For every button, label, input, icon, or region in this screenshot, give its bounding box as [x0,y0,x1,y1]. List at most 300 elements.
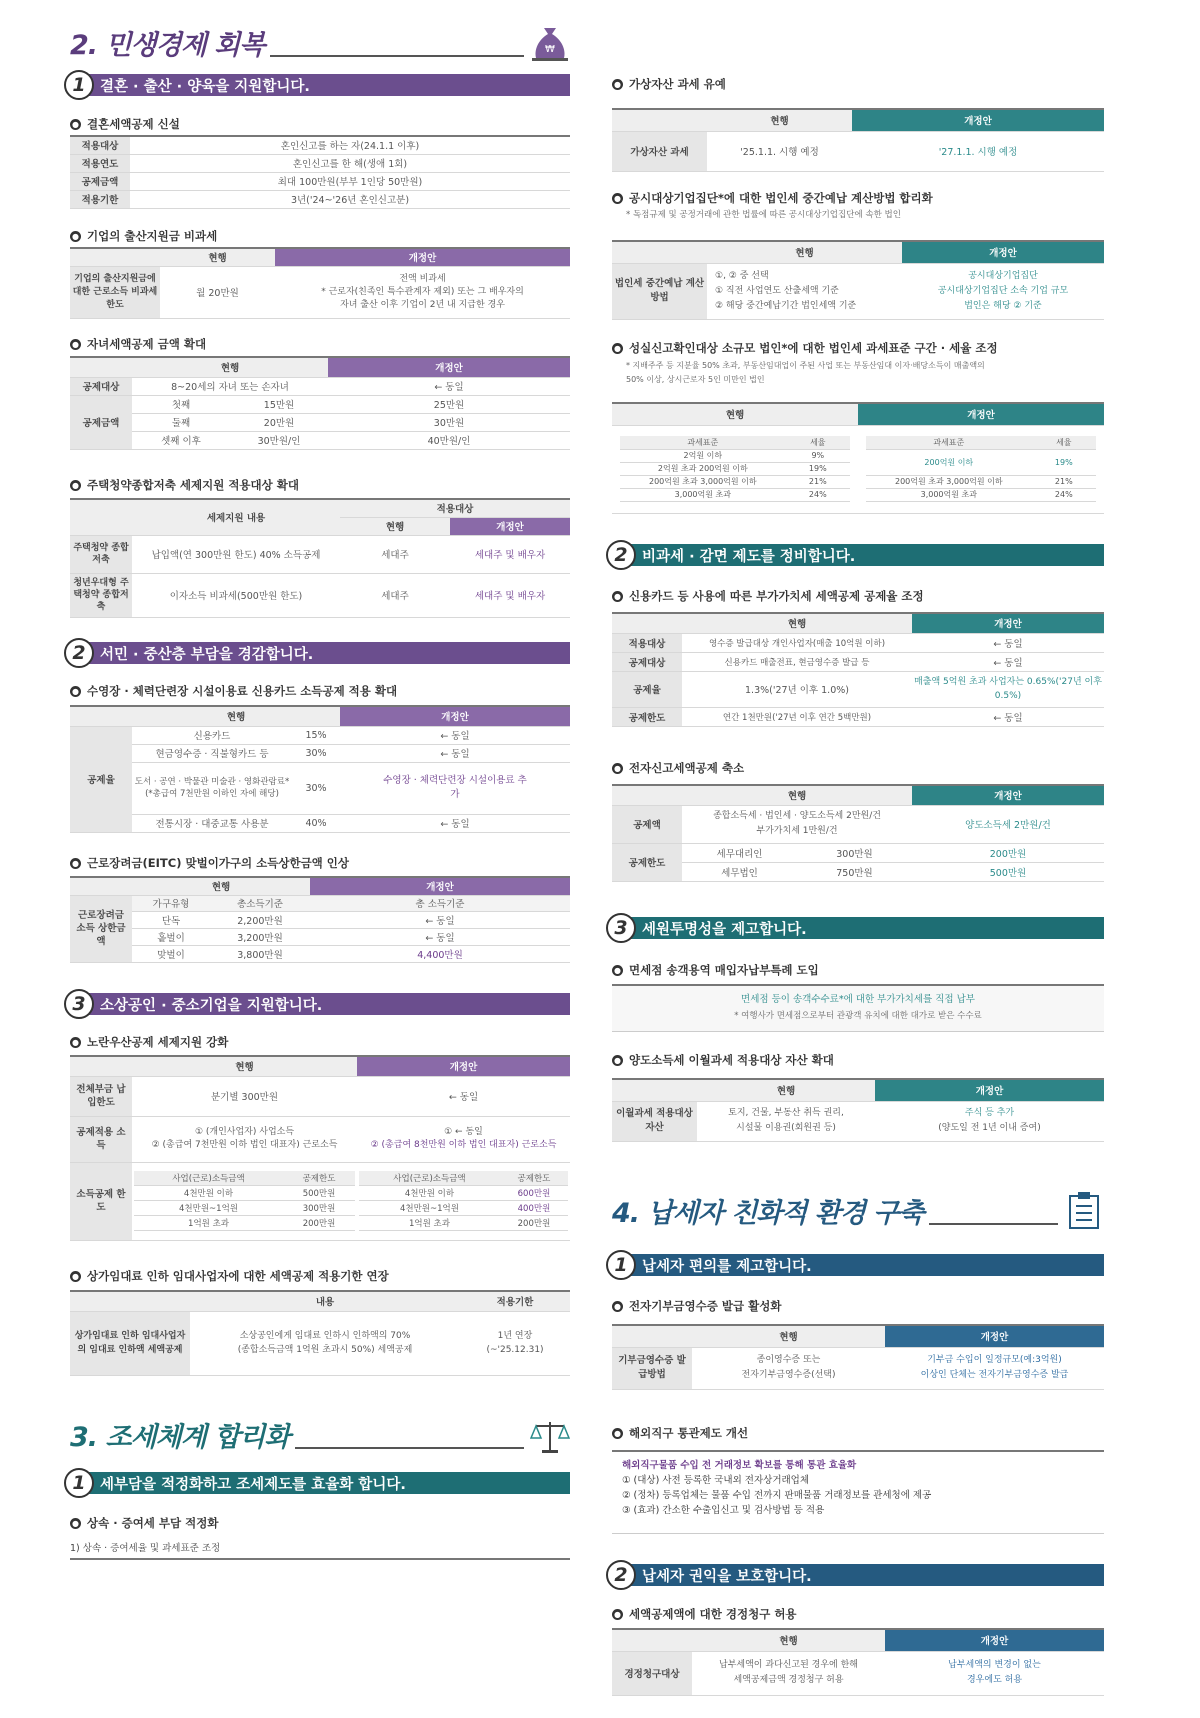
table-cell: 2,200만원 [210,911,310,928]
table-cell: 현금영수증 · 직불형카드 등 [132,744,292,762]
title-divider [929,1223,1058,1225]
cell-line: (~'25.12.31) [486,1345,544,1355]
table-header: 현행 [697,1079,875,1101]
table-header: 개정안 [902,241,1104,263]
table-cell [132,1162,357,1240]
bullet-icon: ● [612,763,623,774]
table-header: 현행 [132,877,310,895]
chapter-title-text: 4. 납세자 친화적 환경 구축 [612,1198,924,1229]
cell-line: 세액공제금액 경정청구 허용 [733,1675,844,1685]
table-header: 적용대상 [340,499,570,517]
table-cell: ← 동일 [328,377,570,395]
svg-text:₩: ₩ [545,44,555,55]
table-cell: ← 동일 [310,928,570,945]
table-header: 공제한도 [283,1171,355,1186]
box-line: 면세점 등이 송객수수료*에 대한 부가가치세를 직접 납부 [741,994,975,1005]
table-cell: 30% [292,762,340,814]
table-cell [707,263,902,319]
cell-line: 자녀 출산 이후 기업이 2년 내 지급한 경우 [340,299,505,310]
table-cell [902,263,1104,319]
table-label: 전체부금 납입한도 [70,1076,132,1116]
table-cell: 15만원 [230,395,328,413]
table-header: 개정안 [310,877,570,895]
table-cell: 혼인신고를 한 해(생애 1회) [130,154,570,172]
section-title: 납세자 권익을 보호합니다. [630,1564,1104,1586]
bullet-icon: ● [70,1037,81,1048]
table-label: 경정청구대상 [612,1651,692,1695]
table-header [70,357,132,377]
subsection-title: ● 자녀세액공제 금액 확대 [72,337,207,351]
table-cell: 셋째 이후 [132,431,230,449]
table-cell: 1.3%('27년 이후 1.0%) [682,671,912,707]
table-header [70,248,160,266]
table-header [70,706,132,726]
eitc-table [70,876,570,963]
table-header: 사업(근로)소득금액 [134,1171,283,1186]
table-header: 개정안 [340,706,570,726]
cell-line: 시설물 이용권(회원권 등) [736,1123,836,1133]
subsection-title: ● 신용카드 등 사용에 따른 부가가치세 세액공제 공제율 조정 [614,589,924,603]
yellow-umbrella-table [70,1055,570,1241]
box-line: ② (정차) 등록업체는 물품 수입 전까지 판매물품 거래정보를 관세청에 제공 [622,1490,932,1501]
table-cell: '25.1.1. 시행 예정 [707,131,852,171]
table-cell: 500만원 [912,862,1104,881]
table-label: 공제한도 [612,707,682,726]
table-cell: 세대주 [340,535,450,573]
table-top-rule [70,1558,570,1560]
table-cell: 600만원 [500,1186,568,1201]
housing-savings-table [70,498,570,618]
table-label: 법인세 중간예납 계산방법 [612,263,707,319]
table-cell [190,1311,460,1375]
subsection-title: ● 수영장 · 체력단련장 시설이용료 신용카드 소득공제 적용 확대 [72,684,398,698]
table-cell: 19% [786,462,850,475]
table-cell: 300만원 [797,843,912,862]
subsection-title: ● 상속 · 증여세 부담 적정화 [72,1516,219,1530]
subsection-title: ● 양도소득세 이월과세 적용대상 자산 확대 [614,1053,834,1067]
table-header: 현행 [682,785,912,805]
table-header: 개정안 [852,109,1104,131]
table-cell: 3,000억원 초과 [620,488,786,501]
section-title: 서민 · 중산층 부담을 경감합니다. [88,642,570,664]
subsection-title: ● 근로장려금(EITC) 맞벌이가구의 소득상한금액 인상 [72,856,350,870]
table-header: 현행 [160,248,275,266]
box-heading: 해외직구물품 수입 전 거래정보 확보를 통해 통관 효율화 [622,1460,857,1471]
section-header-3 [64,991,570,1017]
cell-line: 1년 연장 [497,1331,533,1341]
cell-line: 기부금 수입이 일정규모(예:3억원) [927,1355,1062,1365]
table-cell: 3,800만원 [210,945,310,962]
table-cell: 신용카드 [132,726,292,744]
table-cell: 20만원 [230,413,328,431]
table-header: 내용 [190,1291,460,1311]
refund-claim-table [612,1628,1104,1696]
money-bag-icon [530,22,570,62]
cell-line: 납부세액의 변경이 없는 [948,1660,1041,1670]
table-label: 공제액 [612,805,682,843]
table-cell: 세무법인 [682,862,797,881]
table-cell: 30만원/인 [230,431,328,449]
table-cell: 300만원 [283,1201,355,1216]
table-cell [460,1311,570,1375]
table-cell: ← 동일 [357,1076,570,1116]
bullet-icon: ● [70,119,81,130]
table-header: 공제한도 [500,1171,568,1186]
table-cell: 200억원 초과 3,000억원 이하 [620,475,786,488]
table-cell: 200억원 이하 [866,449,1032,475]
table-cell: 21% [786,475,850,488]
section-title: 세부담을 적정화하고 조세제도를 효율화 합니다. [88,1472,570,1494]
table-header: 개정안 [885,1629,1104,1651]
table-cell [357,1162,570,1240]
bullet-icon: ● [612,193,623,204]
subsection-title: ● 면세점 송객용역 매입자납부특례 도입 [614,963,819,977]
cell-line: 납부세액이 과다신고된 경우에 한해 [719,1660,858,1670]
section-title: 비과세 · 감면 제도를 정비합니다. [630,544,1104,566]
table-header: 세율 [786,436,850,449]
table-cell: 30% [292,744,340,762]
table-cell: 1억원 초과 [134,1216,283,1231]
table-cell: 영수증 발급대상 개인사업자(매출 10억원 이하) [682,633,912,652]
table-header: 개정안 [328,357,570,377]
cell-line: ① (개인사업자) 사업소득 [194,1127,295,1137]
table-header: 현행 [707,241,902,263]
table-header: 개정안 [858,403,1104,425]
table-header: 개정안 [875,1079,1104,1101]
table-header: 세율 [1032,436,1096,449]
table-header: 개정안 [357,1056,570,1076]
table-cell: 200만원 [500,1216,568,1231]
table-cell: ← 동일 [340,814,570,832]
table-header: 세제지원 내용 [132,499,340,535]
footnote: * 독점규제 및 공정거래에 관한 법률에 따른 공시대상기업집단에 속한 법인 [626,210,901,220]
table-header: 적용기한 [460,1291,570,1311]
table-header: 현행 [707,109,852,131]
section-header-ch3-3 [606,915,1104,941]
inner-table [134,1171,355,1232]
table-cell: 750만원 [797,862,912,881]
cell-line: 종합소득세 · 법인세 · 양도소득세 2만원/건 [713,811,881,821]
bullet-icon: ● [70,480,81,491]
subsection-title: ● 성실신고확인대상 소규모 법인*에 대한 법인세 과세표준 구간 · 세율 조정 [614,341,998,355]
table-cell: ← 동일 [340,744,570,762]
table-header [612,1079,697,1101]
cell-line: 공시대상기업집단 소속 기업 규모 [937,285,1069,296]
cell-line: 전액 비과세 [399,273,446,284]
table-header: 개정안 [912,613,1104,633]
section-title: 납세자 편의를 제고합니다. [630,1254,1104,1276]
subsection-title: ● 공시대상기업집단*에 대한 법인세 중간예납 계산방법 합리화 [614,191,933,205]
cell-line: 토지, 건물, 부동산 취득 권리, [728,1108,844,1118]
chapter-title-2 [70,18,570,62]
table-cell: ← 동일 [340,726,570,744]
table-header [612,241,707,263]
bullet-icon: ● [612,1609,623,1620]
child-credit-table [70,356,570,450]
table-header: 현행 [692,1325,885,1347]
card-deduction-table [70,705,570,833]
bullet-icon: ● [70,858,81,869]
sub-note: 1) 상속 · 증여세율 및 과세표준 조정 [70,1543,221,1554]
table-cell: 월 20만원 [160,266,275,318]
section-title: 결혼 · 출산 · 양육을 지원합니다. [88,74,570,96]
subsection-title: ● 상가임대료 인하 임대사업자에 대한 세액공제 적용기한 연장 [72,1269,389,1283]
table-label: 상가임대료 인하 임대사업자의 임대료 인하액 세액공제 [70,1311,190,1375]
table-label: 소득공제 한도 [70,1162,132,1240]
subsection-title: ● 기업의 출산지원금 비과세 [72,229,218,243]
table-cell [692,1347,885,1389]
subsection-title: ● 주택청약종합저축 세제지원 적용대상 확대 [72,478,299,492]
table-cell: 25만원 [328,395,570,413]
bullet-icon: ● [612,343,623,354]
table-cell [885,1347,1104,1389]
bullet-icon: ● [70,1518,81,1529]
bullet-icon: ● [612,591,623,602]
table-label: 공제한도 [612,843,682,881]
table-cell: ← 동일 [912,707,1104,726]
box-line: * 여행사가 면세점으로부터 관광객 유치에 대한 대가로 받은 수수료 [734,1011,982,1021]
table-header: 사업(근로)소득금액 [359,1171,500,1186]
section-title: 소상공인 · 중소기업을 지원합니다. [88,993,570,1015]
table-cell: 40% [292,814,340,832]
carryover-table [612,1078,1104,1142]
table-cell: 21% [1032,475,1096,488]
table-header [612,785,682,805]
table-label: 적용대상 [612,633,682,652]
table-cell: 24% [1032,488,1096,501]
table-cell: 4천만원 이하 [134,1186,283,1201]
box-line: ③ (효과) 간소한 수출입신고 및 검사방법 등 적용 [622,1505,825,1516]
table-cell: 40만원/인 [328,431,570,449]
table-label: 가상자산 과세 [612,131,707,171]
table-label: 기업의 출산지원금에 대한 근로소득 비과세 한도 [70,266,160,318]
table-cell: 세무대리인 [682,843,797,862]
direct-purchase-box [612,1450,1104,1534]
table-label: 이월과세 적용대상 자산 [612,1101,697,1141]
table-cell: ← 동일 [310,911,570,928]
table-cell: 매출액 5억원 초과 사업자는 0.65%('27년 이후 0.5%) [912,671,1104,707]
table-header [70,1291,190,1311]
section-header-ch3-2 [606,542,1104,568]
table-cell: 9% [786,449,850,462]
table-cell: 세대주 및 배우자 [450,535,570,573]
bullet-icon: ● [612,965,623,976]
table-header: 현행 [340,517,450,535]
table-cell: 양도소득세 2만원/건 [912,805,1104,843]
table-header: 과세표준 [620,436,786,449]
table-cell [858,425,1104,513]
cell-line: ① 직전 사업연도 산출세액 기준 [715,285,839,296]
table-cell: 세대주 및 배우자 [450,573,570,617]
crypto-tax-table [612,108,1104,172]
table-cell: 200만원 [283,1216,355,1231]
marriage-credit-table [70,135,570,209]
vat-credit-table [612,612,1104,727]
cell-line: 전자기부금영수증(선택) [741,1370,836,1380]
table-header: 총 소득기준 [310,895,570,911]
bullet-icon: ● [612,1428,623,1439]
cell-line: 종이영수증 또는 [756,1355,821,1365]
subsection-title: ● 결혼세액공제 신설 [72,117,180,131]
cell-line: 소상공인에게 임대료 인하시 인하액의 70% [239,1331,411,1341]
e-filing-credit-table [612,784,1104,882]
table-cell: 24% [786,488,850,501]
table-cell: 200억원 초과 3,000억원 이하 [866,475,1032,488]
table-label: 공제금액 [70,395,132,449]
table-cell: 도서 · 공연 · 박물관 미술관 · 영화관람료* (*총급여 7천만원 이하인 자에 해당) [132,762,292,814]
table-cell: 400만원 [500,1201,568,1216]
cell-line: ①, ② 중 선택 [715,270,769,281]
cell-line: 공시대상기업집단 [968,270,1038,281]
table-header [612,613,682,633]
cell-line: * 근로자(친족인 특수관계자 제외) 또는 그 배우자의 [321,286,524,297]
table-cell: 500만원 [283,1186,355,1201]
table-label: 적용연도 [70,154,130,172]
table-label: 기부금영수증 발급방법 [612,1347,692,1389]
table-cell: 4천만원~1억원 [134,1201,283,1216]
table-label: 공제대상 [70,377,132,395]
bullet-icon: ● [70,339,81,350]
subsection-title: ● 전자기부금영수증 발급 활성화 [614,1299,782,1313]
chapter-title-text: 3. 조세체계 합리화 [70,1422,290,1453]
section-number: 2 [606,1560,636,1590]
inner-table [359,1171,568,1232]
table-cell [875,1101,1104,1141]
table-header: 개정안 [275,248,570,266]
donation-receipt-table [612,1324,1104,1390]
table-cell: 4천만원~1억원 [359,1201,500,1216]
cell-line: (종합소득금액 1억원 초과시 50%) 세액공제 [237,1345,413,1355]
table-cell [692,1651,885,1695]
table-cell: 홑벌이 [132,928,210,945]
table-label: 적용기한 [70,190,130,208]
table-cell: ← 동일 [912,633,1104,652]
section-header-1 [64,72,570,98]
table-cell: 둘째 [132,413,230,431]
table-cell: 전통시장 · 대중교통 사용분 [132,814,292,832]
section-header-ch4-1 [606,1252,1104,1278]
bullet-icon: ● [70,686,81,697]
cell-line: 부가가치세 1만원/건 [756,826,838,836]
section-number: 3 [606,913,636,943]
table-cell: 4천만원 이하 [359,1186,500,1201]
subsection-title: ● 해외직구 통관제도 개선 [614,1426,749,1440]
inner-table [866,436,1096,502]
footnote: 50% 이상, 상시근로자 5인 미만인 법인 [626,375,765,384]
table-cell [357,1116,570,1162]
table-header: 과세표준 [866,436,1032,449]
cell-line: 주식 등 추가 [964,1108,1015,1118]
table-header [612,1325,692,1347]
table-label: 적용대상 [70,136,130,154]
section-header-ch3-1 [64,1470,570,1496]
table-cell: 연간 1천만원('27년 이후 연간 5백만원) [682,707,912,726]
table-cell: 맞벌이 [132,945,210,962]
cell-line: ① ← 동일 [444,1127,483,1137]
table-label: 주택청약 종합저축 [70,535,132,573]
table-cell: 이자소득 비과세(500만원 한도) [132,573,340,617]
table-cell: 2억원 이하 [620,449,786,462]
interim-prepayment-table [612,240,1104,320]
title-divider [270,55,524,57]
table-header [70,499,132,535]
title-divider [295,1447,524,1449]
table-label: 청년우대형 주택청약 종합저축 [70,573,132,617]
cell-line: ② (총급여 7천만원 이하 법인 대표자) 근로소득 [151,1140,338,1150]
table-cell [682,805,912,843]
table-cell: 3,000억원 초과 [866,488,1032,501]
table-label: 공제율 [70,726,132,832]
subsection-title: ● 가상자산 과세 유예 [614,77,726,91]
subsection-title: ● 세액공제액에 대한 경정청구 허용 [614,1607,797,1621]
cell-line: 경우에도 허용 [966,1675,1023,1685]
table-cell: 200만원 [912,843,1104,862]
table-cell: 3,200만원 [210,928,310,945]
table-cell [885,1651,1104,1695]
table-cell: 30만원 [328,413,570,431]
section-number: 3 [64,989,94,1019]
subsection-title: ● 전자신고세액공제 축소 [614,761,745,775]
section-number: 1 [64,70,94,100]
cell-line: ② (총급여 8천만원 이하 법인 대표자) 근로소득 [370,1140,557,1150]
section-number: 1 [64,1468,94,1498]
bullet-icon: ● [70,1271,81,1282]
table-header [70,1056,132,1076]
table-cell: 19% [1032,449,1096,475]
table-cell: 분기별 300만원 [132,1076,357,1116]
table-cell: 세대주 [340,573,450,617]
table-cell: 최대 100만원(부부 1인당 50만원) [130,172,570,190]
inner-table [620,436,850,502]
table-cell: 8~20세의 자녀 또는 손자녀 [132,377,328,395]
footnote: * 지배주주 등 지분율 50% 초과, 부동산임대업이 주된 사업 또는 부동산임대 이자·배당소득이 매출액의 [626,361,985,370]
table-header: 현행 [692,1629,885,1651]
corporate-rate-table [612,402,1104,514]
table-cell: 수영장 · 체력단련장 시설이용료 추가 [340,762,570,814]
table-header: 현행 [682,613,912,633]
bullet-icon: ● [70,231,81,242]
table-cell [132,1116,357,1162]
table-label: 근로장려금 소득 상한금액 [70,895,132,962]
table-cell [612,425,858,513]
table-header [612,109,707,131]
cell-line: 법인은 해당 ② 기준 [964,300,1042,311]
table-header: 현행 [132,357,328,377]
table-cell: 4,400만원 [310,945,570,962]
section-number: 2 [606,540,636,570]
chapter-title-3 [70,1410,570,1454]
cell-line: (양도일 전 1년 이내 증여) [938,1123,1041,1133]
table-cell: 첫째 [132,395,230,413]
table-label: 공제율 [612,671,682,707]
table-cell: 2억원 초과 200억원 이하 [620,462,786,475]
table-header: 개정안 [450,517,570,535]
section-header-ch4-2 [606,1562,1104,1588]
table-cell: 3년('24~'26년 혼인신고분) [130,190,570,208]
table-cell: 15% [292,726,340,744]
table-label: 공제적용 소득 [70,1116,132,1162]
table-label: 공제대상 [612,652,682,671]
box-line: ① (대상) 사전 등록한 국내외 전자상거래업체 [622,1475,810,1486]
duty-free-box [612,984,1104,1032]
table-cell: 1억원 초과 [359,1216,500,1231]
table-cell: 단독 [132,911,210,928]
table-cell [275,266,570,318]
table-header: 총소득기준 [210,895,310,911]
table-cell: '27.1.1. 시행 예정 [852,131,1104,171]
cell-line: 이상인 단체는 전자기부금영수증 발급 [920,1370,1069,1380]
subsection-title: ● 노란우산공제 세제지원 강화 [72,1035,229,1049]
